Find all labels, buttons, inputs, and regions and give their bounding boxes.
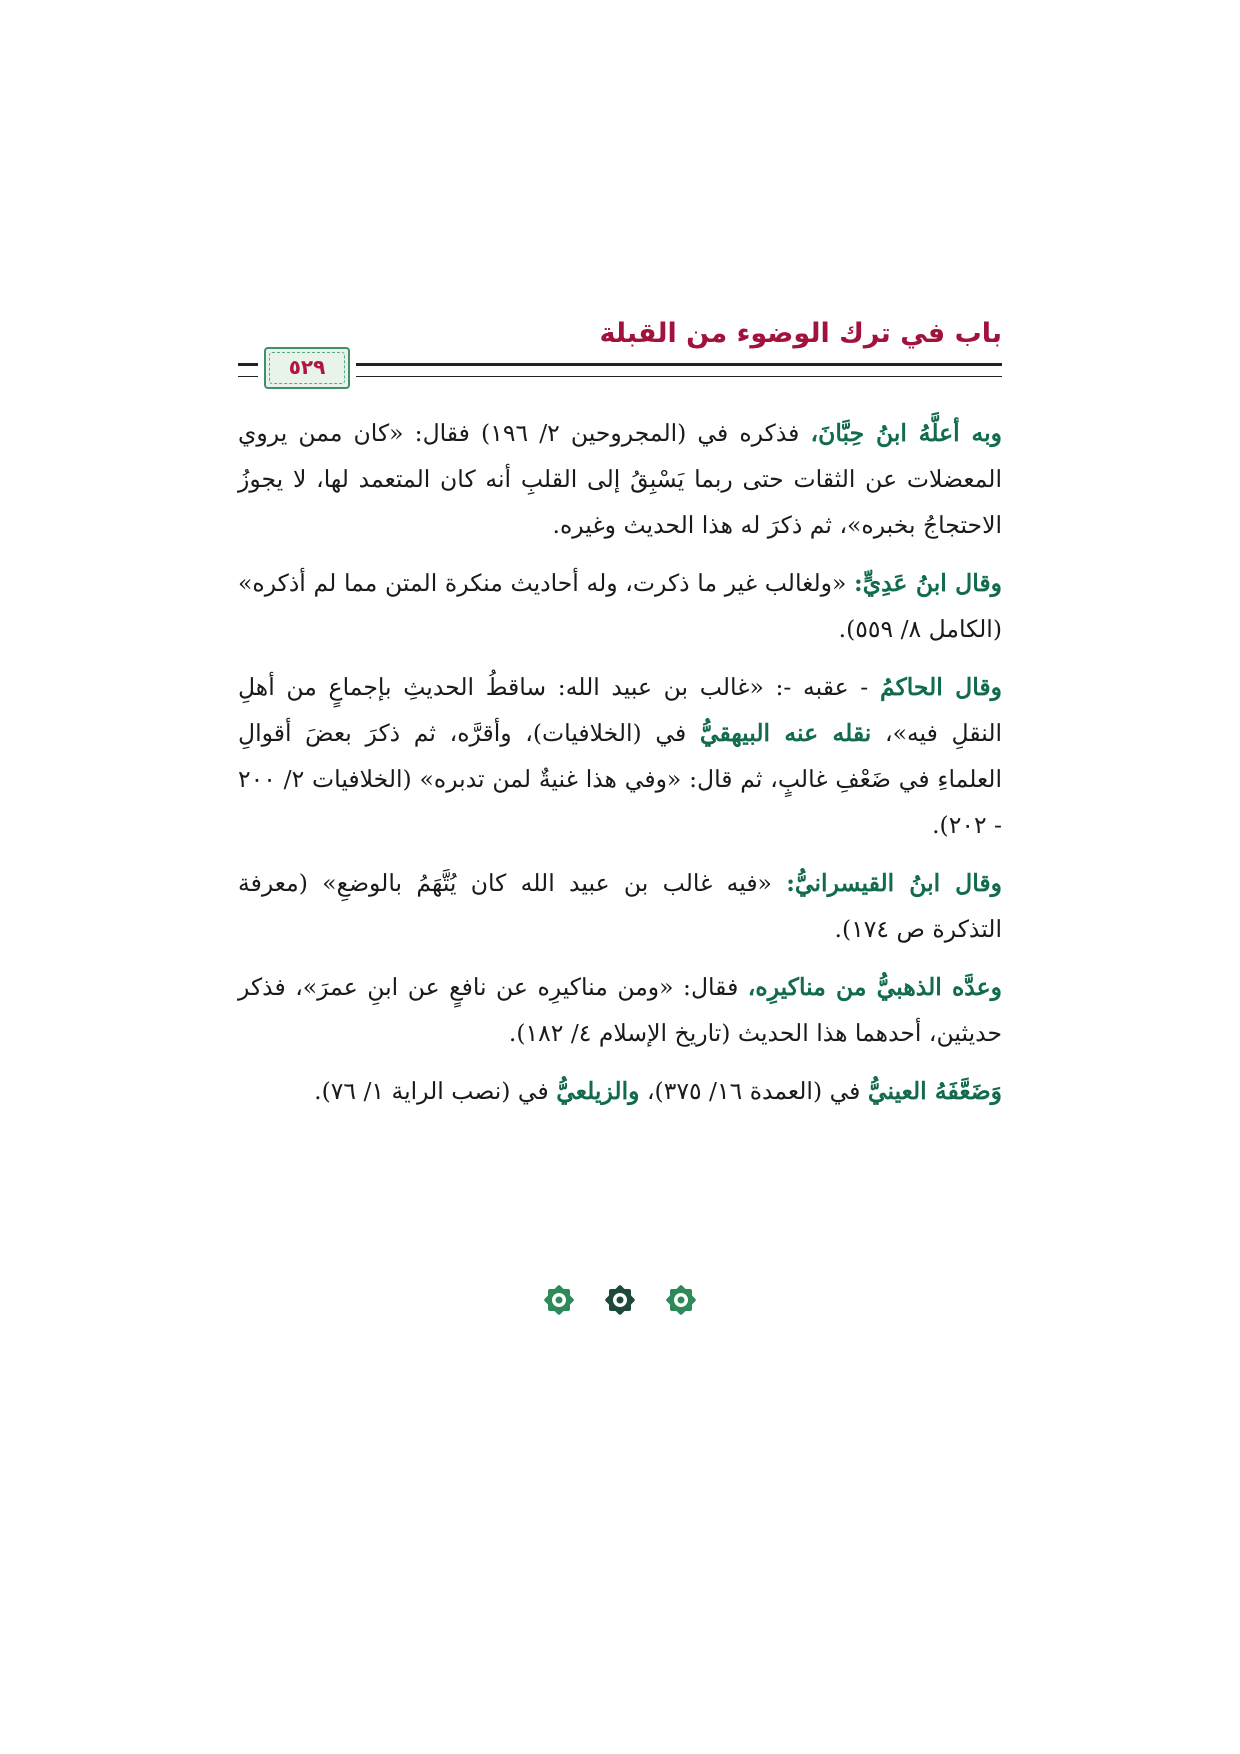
paragraph-ibn-adi — [238, 560, 1002, 652]
scholar-name: وقال الحاكمُ — [879, 673, 1002, 701]
paragraph-text: في (نصب الراية ١/ ٧٦). — [314, 1077, 557, 1105]
paragraph-al-dhahabi — [238, 964, 1002, 1056]
eight-point-star-icon — [661, 1280, 701, 1320]
page-number: ٥٢٩ — [288, 355, 326, 379]
paragraph-text: في (العمدة ١٦/ ٣٧٥)، — [639, 1077, 868, 1105]
paragraph-text: فقال: «ومن مناكيرِه عن نافعٍ عن ابنِ عمرَ»، فذكر حديثين، أحدهما هذا الحديث (تاريخ الإسلام ٤/ ١٨٢). — [238, 973, 1002, 1047]
chapter-title: باب في ترك الوضوء من القبلة — [599, 318, 1002, 349]
paragraph-text: «ولغالب غير ما ذكرت، وله أحاديث منكرة المتن مما لم أذكره» (الكامل ٨/ ٥٥٩). — [238, 569, 1002, 643]
paragraph-text: في (الخلافيات)، وأقرَّه، ثم ذكرَ بعضَ أقوالِ العلماءِ في ضَعْفِ غالبٍ، ثم قال: «وفي هذا غنيةٌ لمن تدبره» (الخلافيات ٢/ ٢٠٠ - ٢٠٢). — [238, 719, 1002, 839]
scholar-name: وقال ابنُ القيسرانيُّ: — [786, 869, 1002, 897]
header-rule-short — [238, 363, 258, 377]
page-header — [238, 318, 1002, 388]
page-body — [238, 410, 1002, 1126]
paragraph-text: فذكره في (المجروحين ٢/ ١٩٦) فقال: «كان ممن يروي المعضلات عن الثقات حتى ربما يَسْبِقُ إلى القلبِ أنه كان المتعمد لها، لا يجوزُ الاحتجاجُ بخبره»، ثم ذكرَ له هذا الحديث وغيره. — [238, 419, 1002, 539]
header-rule — [356, 363, 1002, 377]
paragraph-text: - عقبه -: «غالب بن عبيد الله: ساقطُ الحديثِ بإجماعٍ من أهلِ النقلِ فيه»، — [238, 673, 1003, 747]
section-end-ornaments — [0, 1280, 1240, 1320]
paragraph-text: «فيه غالب بن عبيد الله كان يُتَّهَمُ بالوضعِ» (معرفة التذكرة ص ١٧٤). — [238, 869, 1002, 943]
page-number-badge — [264, 347, 350, 389]
paragraph-ibn-hibban — [238, 410, 1002, 548]
paragraph-ibn-al-qaysarani — [238, 860, 1002, 952]
paragraph-al-hakim — [238, 664, 1002, 848]
scholar-name: وقال ابنُ عَدِيٍّ: — [854, 569, 1002, 597]
paragraph-al-ayni — [238, 1068, 1002, 1114]
scholar-name: وَضَعَّفَهُ العينيُّ — [867, 1077, 1002, 1105]
scholar-name: نقله عنه البيهقيُّ — [699, 719, 872, 747]
scholar-name: وعدَّه الذهبيُّ من مناكيرِه، — [747, 973, 1002, 1001]
eight-point-star-icon — [539, 1280, 579, 1320]
scholar-name: وبه أعلَّهُ ابنُ حِبَّانَ، — [810, 419, 1003, 447]
scholar-name: والزيلعيُّ — [556, 1077, 640, 1105]
eight-point-star-icon — [600, 1280, 640, 1320]
